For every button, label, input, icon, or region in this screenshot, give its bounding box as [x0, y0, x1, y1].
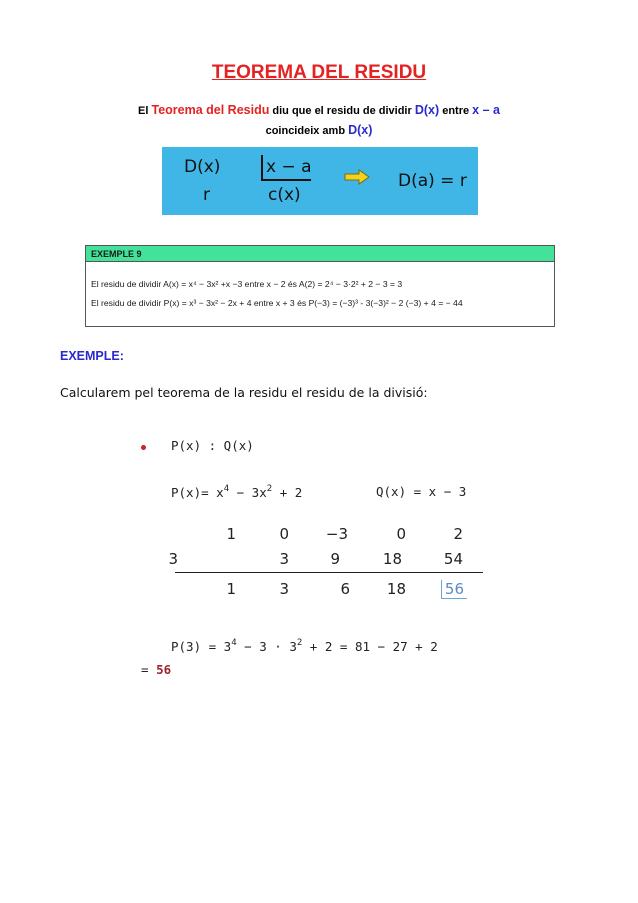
- result-coefficient: 18: [386, 580, 406, 598]
- eval-equals: =: [141, 662, 157, 677]
- ruffini-remainder: 56: [444, 580, 464, 598]
- example-9-box: [85, 245, 555, 327]
- result-ref: D(x): [348, 123, 373, 137]
- exemple-heading: EXEMPLE:: [60, 349, 124, 363]
- product: 9: [330, 550, 340, 568]
- intro-between: entre: [439, 105, 473, 117]
- coefficient: 2: [453, 525, 463, 543]
- ruffini-root: 3: [168, 550, 178, 568]
- intro-line2: coincideix amb: [265, 125, 349, 137]
- result-coefficient: 1: [226, 580, 236, 598]
- eval-exponent-1: 4: [231, 638, 237, 648]
- implies-arrow-icon: [344, 169, 370, 185]
- remainder-bracket-horizontal: [441, 598, 467, 599]
- formula-quotient: c(x): [268, 185, 301, 205]
- evaluation-result: [141, 662, 171, 677]
- polynomial-p: [171, 484, 302, 500]
- dividend-ref: D(x): [414, 103, 440, 117]
- formula-divisor: x − a: [266, 157, 312, 177]
- theorem-intro: [60, 101, 578, 141]
- coefficient: 0: [396, 525, 406, 543]
- product: 18: [382, 550, 402, 568]
- polynomial-q: Q(x) = x − 3: [376, 484, 467, 499]
- example-9-line-2: El residu de dividir P(x) = x³ − 3x² − 2x + 4 entre x + 3 és P(−3) = (−3)³ - 3(−3)² − 2 (−3) + 4 = − 44: [91, 298, 463, 308]
- division-expression: P(x) : Q(x): [171, 438, 254, 453]
- p-prefix: P(x)= x: [171, 485, 224, 500]
- p-end: + 2: [272, 485, 303, 500]
- p-exponent-1: 4: [223, 484, 230, 494]
- calculation-instruction: Calcularem pel teorema de la residu el residu de la divisió:: [60, 385, 428, 400]
- example-9-header: EXEMPLE 9: [86, 246, 554, 262]
- formula-remainder: r: [203, 185, 210, 205]
- eval-prefix: P(3) = 3: [171, 639, 232, 654]
- product: 54: [443, 550, 463, 568]
- result-coefficient: 3: [279, 580, 289, 598]
- ruffini-baseline: [175, 572, 483, 573]
- p-exponent-2: 2: [266, 484, 273, 494]
- intro-middle: diu que el residu de dividir: [269, 105, 415, 117]
- intro-prefix: El: [138, 105, 152, 117]
- p-middle: − 3x: [229, 485, 267, 500]
- coefficient: 0: [279, 525, 289, 543]
- coefficient: 1: [226, 525, 236, 543]
- eval-middle: − 3 · 3: [236, 639, 297, 654]
- formula-conclusion: D(a) = r: [398, 171, 467, 191]
- page-title: TEOREMA DEL RESIDU: [211, 62, 427, 83]
- evaluation-expression: [171, 638, 438, 654]
- theorem-formula-box: [162, 147, 478, 215]
- eval-end: + 2 = 81 − 27 + 2: [302, 639, 438, 654]
- division-bracket-horizontal: [261, 179, 311, 181]
- division-bracket-vertical: [261, 155, 263, 180]
- product: 3: [279, 550, 289, 568]
- coefficient: −3: [325, 525, 348, 543]
- formula-dividend: D(x): [184, 157, 221, 177]
- bullet-icon: [141, 445, 146, 450]
- divisor-ref: x – a: [472, 103, 500, 117]
- example-9-line-1: El residu de dividir A(x) = x⁴ − 3x² +x −3 entre x − 2 és A(2) = 2⁴ − 3·2² + 2 − 3 = 3: [91, 279, 403, 289]
- result-coefficient: 6: [340, 580, 350, 598]
- theorem-name: Teorema del Residu: [151, 103, 270, 117]
- eval-exponent-2: 2: [296, 638, 303, 648]
- evaluation-value: 56: [156, 662, 172, 677]
